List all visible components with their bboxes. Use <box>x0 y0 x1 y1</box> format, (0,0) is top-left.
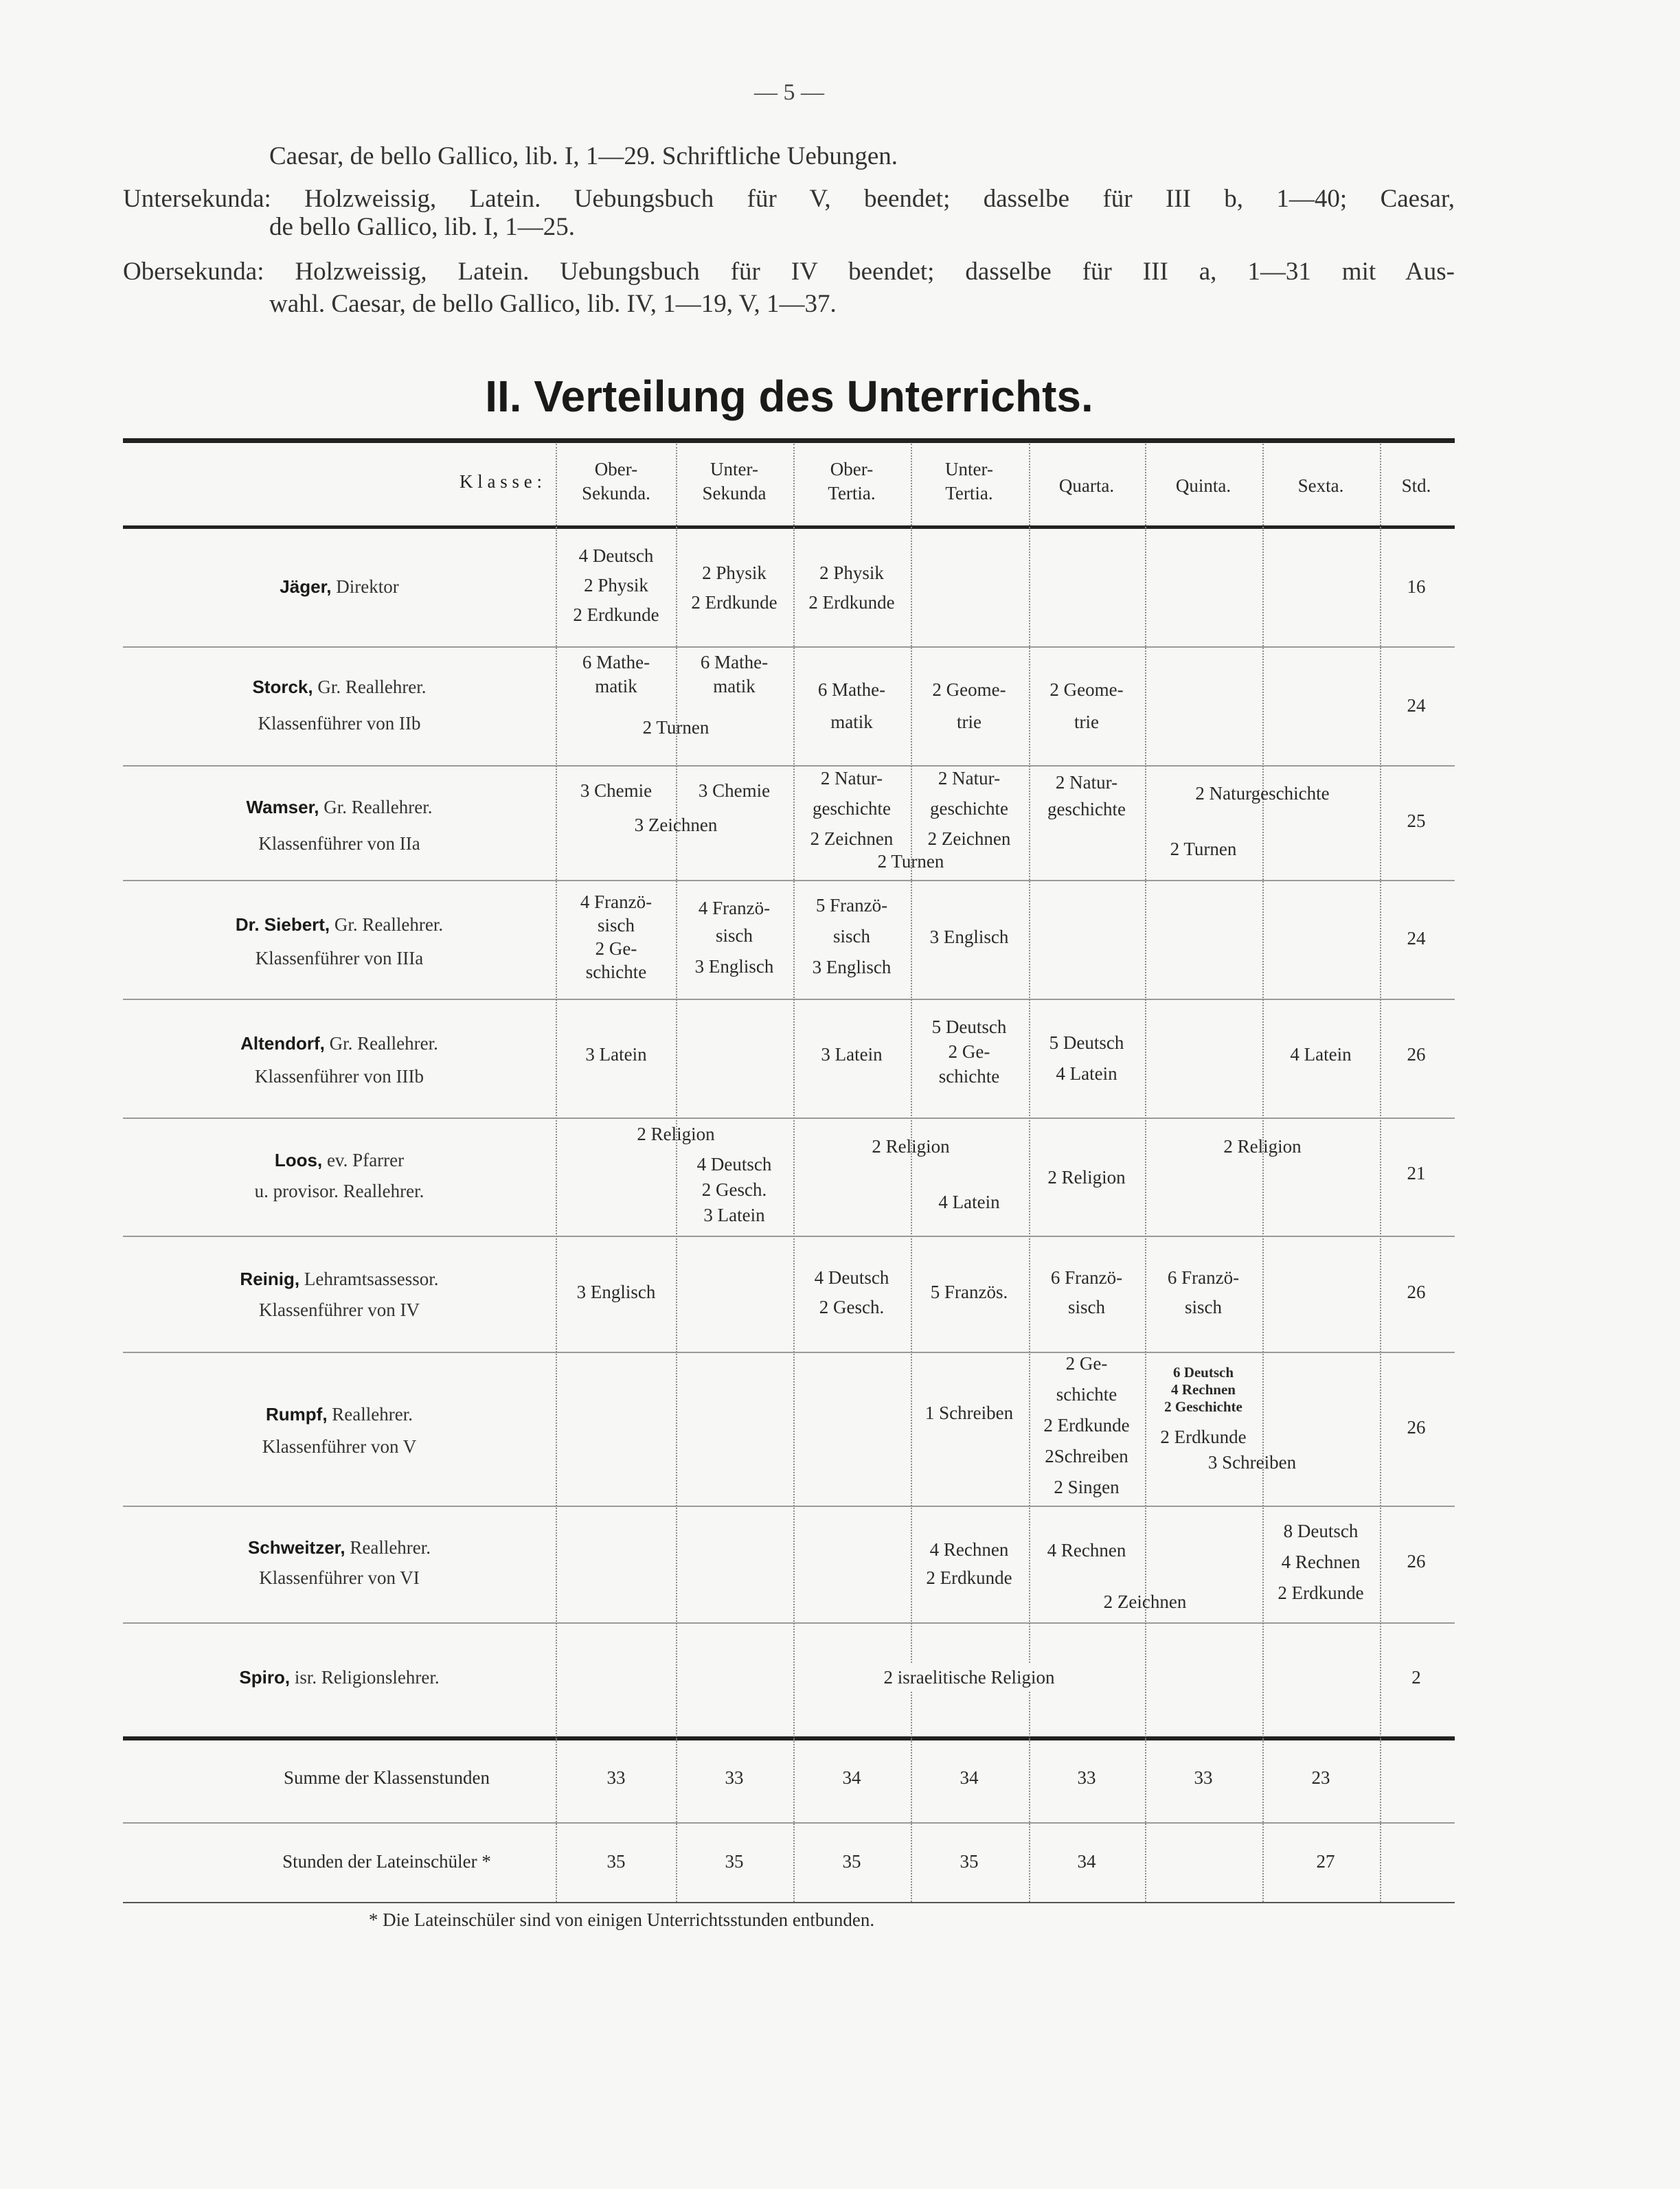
row-divider <box>123 1118 1455 1119</box>
cell-untersekunda-2: 3 Englisch <box>694 956 774 977</box>
teacher-surname: Dr. Siebert, <box>235 914 330 935</box>
row-divider <box>123 1236 1455 1237</box>
cell-quarta-quinta-span: 2 Zeichnen <box>1103 1591 1187 1612</box>
teacher-surname: Storck, <box>252 677 313 697</box>
teacher-title: Reallehrer. <box>332 1404 413 1425</box>
intro-line-2: Untersekunda: Holzweissig, Latein. Uebungsbuch für V, beendet; dasselbe für III b, 1—40; Caesar, <box>123 185 1455 213</box>
teacher-surname: Spiro, <box>239 1667 291 1688</box>
teacher-surname: Schweitzer, <box>247 1537 345 1558</box>
cell-quinta-small: 6 Deutsch 4 Rechnen 2 Geschichte <box>1164 1364 1242 1415</box>
totals-top-rule <box>123 1736 1455 1740</box>
teacher-class-lead: Klassenführer von IIIa <box>255 948 424 968</box>
teacher-title: Reallehrer. <box>350 1537 431 1558</box>
teacher-surname: Wamser, <box>246 797 319 817</box>
page-number: — 5 — <box>754 80 824 105</box>
table-top-rule <box>123 438 1455 443</box>
cell-obertertia: 3 Latein <box>821 1044 883 1065</box>
latein-value: 34 <box>1077 1851 1096 1872</box>
cell-std: 16 <box>1407 576 1426 597</box>
row-divider <box>123 1822 1455 1824</box>
summe-value: 23 <box>1311 1767 1330 1788</box>
teacher-title: Gr. Reallehrer. <box>323 797 433 817</box>
cell-quinta-sexta-span: 2 Religion <box>1223 1136 1302 1157</box>
teacher-name <box>275 1146 404 1175</box>
cell-quarta: 2 Religion <box>1047 1167 1126 1188</box>
cell-quinta-sexta-span: 3 Schreiben <box>1207 1452 1297 1473</box>
teacher-title: Direktor <box>336 576 399 597</box>
teacher-name <box>239 1663 439 1692</box>
teacher-class-lead: Klassenführer von IIa <box>258 833 420 854</box>
teacher-class-lead: Klassenführer von V <box>262 1436 417 1457</box>
cell-quinta: 6 Franzö- sisch <box>1167 1267 1240 1317</box>
header-bottom-rule <box>123 525 1455 529</box>
section-title: II. Verteilung des Unterrichts. <box>485 372 1093 421</box>
cell-untertertia: 1 Schreiben <box>924 1403 1014 1423</box>
row-divider <box>123 999 1455 1000</box>
teacher-surname: Altendorf, <box>240 1033 325 1054</box>
cell-quarta: 4 Rechnen <box>1047 1540 1126 1561</box>
cell-all-classes: 2 israelitische Religion <box>874 1663 1065 1692</box>
cell-quarta: 2 Natur- geschichte <box>1047 772 1126 819</box>
teacher-title: Lehramtsassessor. <box>304 1269 439 1289</box>
teacher-title: Gr. Reallehrer. <box>334 914 444 935</box>
cell-quarta: 2 Geome- trie <box>1049 679 1124 732</box>
cell-untertertia: 2 Geome- trie <box>932 679 1006 732</box>
cell-quarta: 6 Franzö- sisch <box>1050 1267 1123 1317</box>
teacher-title: isr. Religionslehrer. <box>294 1667 440 1688</box>
cell-quinta: 2 Turnen <box>1170 839 1237 859</box>
col-header-untertertia: Unter- Tertia. <box>945 459 993 503</box>
cell-quinta-sexta-span: 2 Naturgeschichte <box>1195 783 1330 804</box>
teacher-class-lead: u. provisor. Reallehrer. <box>254 1181 424 1201</box>
cell-std: 26 <box>1407 1417 1426 1438</box>
cell-std: 26 <box>1407 1551 1426 1572</box>
cell-quarta: 5 Deutsch 4 Latein <box>1049 1032 1124 1084</box>
cell-sexta: 4 Latein <box>1290 1044 1352 1065</box>
row-divider <box>123 1622 1455 1624</box>
teacher-surname: Jäger, <box>280 576 332 597</box>
col-header-obersekunda: Ober- Sekunda. <box>582 459 650 503</box>
latein-value: 27 <box>1316 1851 1335 1872</box>
row-divider <box>123 1352 1455 1353</box>
cell-untersekunda: 2 Physik 2 Erdkunde <box>691 563 777 613</box>
column-divider <box>1262 444 1264 1902</box>
cell-tertia-span: 2 Religion <box>872 1136 950 1157</box>
cell-obertertia: 4 Deutsch 2 Gesch. <box>814 1267 889 1317</box>
klasse-label: K l a s s e : <box>459 471 542 492</box>
teacher-name <box>240 1029 438 1058</box>
teacher-class-lead: Klassenführer von IIb <box>258 713 421 734</box>
latein-value: 35 <box>960 1851 979 1872</box>
teacher-name <box>280 572 398 601</box>
column-divider <box>1380 444 1381 1902</box>
teacher-surname: Rumpf, <box>266 1404 328 1425</box>
teacher-surname: Reinig, <box>240 1269 300 1289</box>
row-divider <box>123 880 1455 881</box>
row-divider <box>123 1506 1455 1507</box>
cell-obersekunda: 3 Englisch <box>576 1282 656 1302</box>
summe-value: 33 <box>606 1767 626 1788</box>
cell-quinta: 2 Erdkunde <box>1160 1427 1247 1447</box>
cell-untersekunda: 6 Mathe- matik <box>700 652 769 696</box>
cell-std: 2 <box>1411 1667 1421 1688</box>
latein-label: Stunden der Lateinschüler * <box>282 1851 491 1872</box>
cell-obersekunda: 3 Latein <box>585 1044 647 1065</box>
cell-untertertia: 4 Latein <box>938 1192 1000 1212</box>
latein-value: 35 <box>725 1851 744 1872</box>
cell-sekunda-span: 2 Turnen <box>642 717 710 738</box>
cell-tertia-span: 2 Turnen <box>877 851 944 872</box>
cell-sekunda-span: 2 Religion <box>637 1124 715 1144</box>
col-header-quinta: Quinta. <box>1175 475 1231 496</box>
cell-obertertia: 5 Franzö- sisch 3 Englisch <box>812 895 892 977</box>
cell-sekunda-span: 3 Zeichnen <box>634 815 718 835</box>
row-divider <box>123 765 1455 767</box>
teacher-class-lead: Klassenführer von IIIb <box>255 1066 424 1087</box>
summe-value: 33 <box>1194 1767 1213 1788</box>
cell-obersekunda: 3 Chemie <box>580 780 652 801</box>
cell-untertertia: 2 Natur- geschichte 2 Zeichnen <box>927 768 1011 849</box>
cell-obertertia: 6 Mathe- matik <box>817 679 886 732</box>
teacher-title: Gr. Reallehrer. <box>329 1033 438 1054</box>
teacher-name <box>248 1533 431 1562</box>
summe-value: 33 <box>1077 1767 1096 1788</box>
teacher-surname: Loos, <box>274 1150 323 1170</box>
column-divider <box>556 444 557 1902</box>
col-header-std: Std. <box>1401 475 1431 496</box>
col-header-obertertia: Ober- Tertia. <box>828 459 876 503</box>
col-header-sexta: Sexta. <box>1297 475 1344 496</box>
cell-std: 25 <box>1407 810 1426 831</box>
cell-std: 24 <box>1407 695 1426 716</box>
cell-std: 26 <box>1407 1282 1426 1302</box>
cell-std: 21 <box>1407 1163 1426 1183</box>
row-divider <box>123 646 1455 648</box>
teacher-title: Gr. Reallehrer. <box>317 677 427 697</box>
intro-line-1: Caesar, de bello Gallico, lib. I, 1—29. Schriftliche Uebungen. <box>269 142 898 170</box>
footnote: * Die Lateinschüler sind von einigen Unterrichtsstunden entbunden. <box>368 1909 875 1930</box>
cell-obersekunda: 4 Deutsch 2 Physik 2 Erdkunde <box>573 545 659 625</box>
summe-value: 34 <box>960 1767 979 1788</box>
summe-label: Summe der Klassenstunden <box>284 1767 490 1788</box>
latein-value: 35 <box>606 1851 626 1872</box>
intro-line-3: de bello Gallico, lib. I, 1—25. <box>269 213 575 241</box>
teacher-title: ev. Pfarrer <box>326 1150 405 1170</box>
cell-untersekunda: 4 Deutsch 2 Gesch. 3 Latein <box>696 1154 772 1225</box>
cell-std: 26 <box>1407 1044 1426 1065</box>
teacher-name <box>240 1264 438 1293</box>
cell-obertertia: 2 Physik 2 Erdkunde <box>808 563 895 613</box>
cell-untertertia: 4 Rechnen 2 Erdkunde <box>926 1539 1012 1588</box>
teacher-name <box>252 672 426 701</box>
teacher-class-lead: Klassenführer von IV <box>259 1300 420 1320</box>
cell-obersekunda: 6 Mathe- matik <box>582 652 650 696</box>
intro-line-4: Obersekunda: Holzweissig, Latein. Uebungsbuch für IV beendet; dasselbe für III a, 1—31 mit Aus- <box>123 258 1455 286</box>
cell-untersekunda: 4 Franzö- sisch <box>698 898 771 946</box>
col-header-quarta: Quarta. <box>1058 475 1115 496</box>
cell-untertertia: 5 Deutsch 2 Ge- schichte <box>931 1017 1007 1087</box>
cell-obersekunda: 4 Franzö- sisch 2 Ge- schichte <box>580 892 652 982</box>
cell-obertertia: 2 Natur- geschichte 2 Zeichnen <box>810 768 894 849</box>
col-header-untersekunda: Unter- Sekunda <box>702 459 767 503</box>
cell-quarta: 2 Ge- schichte 2 Erdkunde 2Schreiben 2 Singen <box>1043 1353 1130 1497</box>
cell-untertertia: 3 Englisch <box>929 927 1009 947</box>
column-divider <box>676 444 677 1902</box>
cell-untersekunda: 3 Chemie <box>698 780 771 801</box>
latein-value: 35 <box>842 1851 861 1872</box>
teacher-name <box>247 793 433 821</box>
teacher-class-lead: Klassenführer von VI <box>259 1567 420 1588</box>
cell-untertertia: 5 Französ. <box>930 1282 1008 1302</box>
cell-sexta: 8 Deutsch 4 Rechnen 2 Erdkunde <box>1278 1521 1364 1603</box>
intro-line-5: wahl. Caesar, de bello Gallico, lib. IV, 1—19, V, 1—37. <box>269 290 837 318</box>
teacher-name <box>266 1400 413 1429</box>
teacher-name <box>236 910 443 939</box>
table-bottom-rule <box>123 1902 1455 1903</box>
summe-value: 33 <box>725 1767 744 1788</box>
cell-std: 24 <box>1407 928 1426 949</box>
column-divider <box>793 444 795 1902</box>
column-divider <box>1145 444 1146 1902</box>
summe-value: 34 <box>842 1767 861 1788</box>
